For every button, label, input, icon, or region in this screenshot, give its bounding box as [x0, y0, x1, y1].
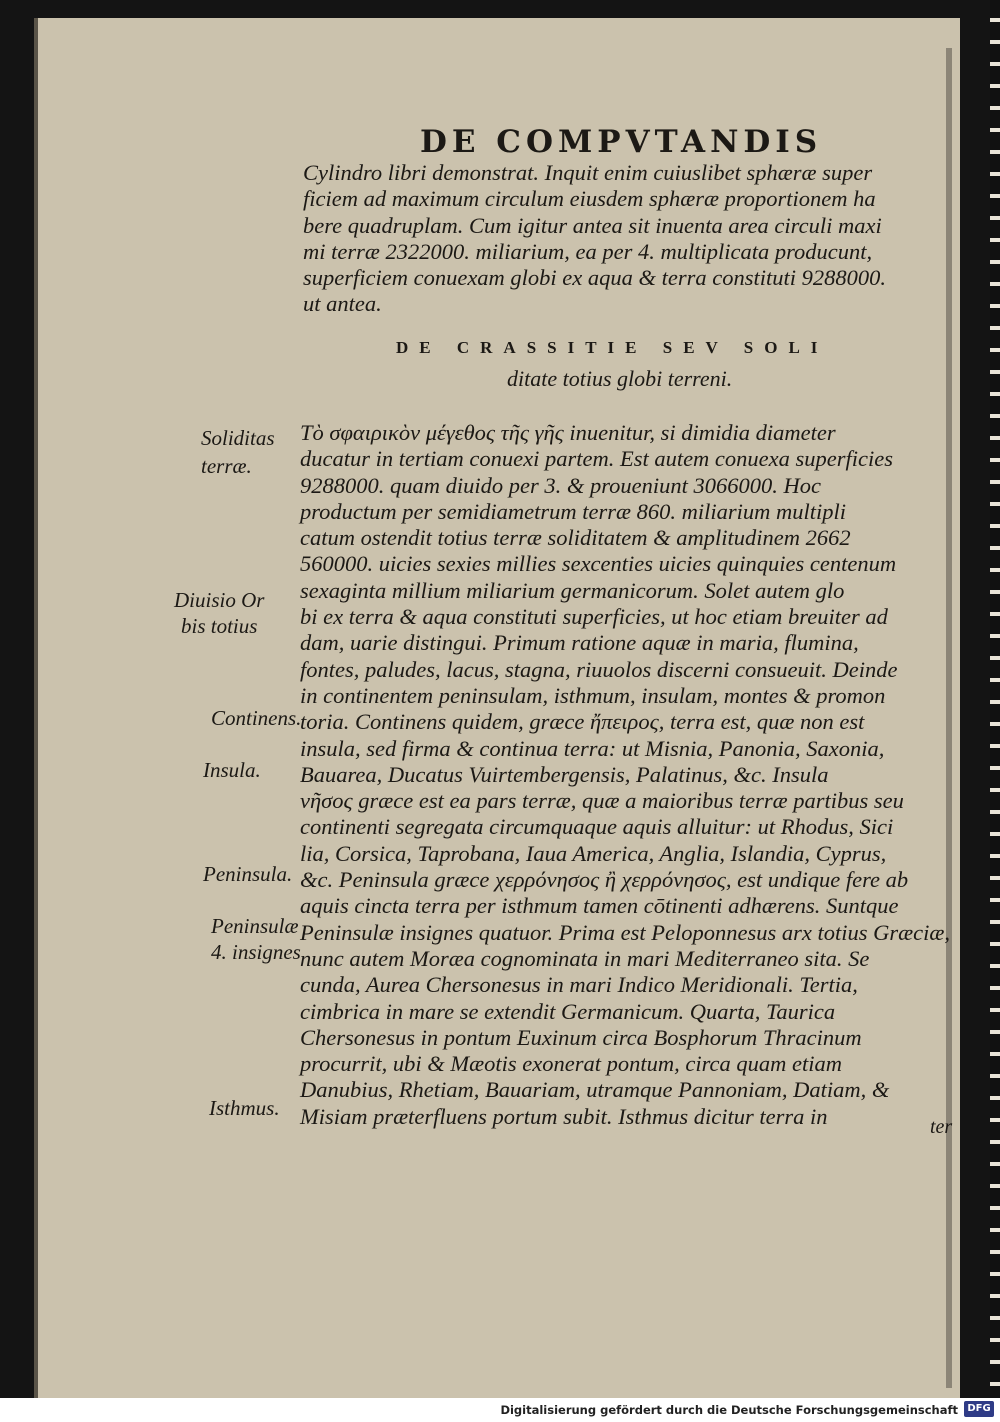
body-line: dam, uarie distingui. Primum ratione aquæ in maria, flumina, — [300, 630, 859, 656]
body-line: toria. Continens quidem, græce ἤπειρος, terra est, quæ non est — [300, 709, 865, 735]
running-head: DE COMPVTANDIS — [420, 124, 823, 160]
body-line: cimbrica in mare se extendit Germanicum. Quarta, Taurica — [300, 998, 836, 1024]
body-line: procurrit, ubi & Mæotis exonerat pontum, circa quam etiam — [300, 1051, 843, 1077]
body-line: 9288000. quam diuido per 3. & proueniunt 3066000. Hoc — [300, 472, 822, 498]
dfg-logo: DFG — [964, 1401, 994, 1417]
body-line: lia, Corsica, Taprobana, Iaua America, Anglia, Islandia, Cyprus, — [300, 840, 887, 866]
body-line: catum ostendit totius terræ soliditatem & amplitudinem 2662 — [300, 525, 851, 551]
margin-note-insula: Insula. — [203, 758, 261, 782]
body-line: fontes, paludes, lacus, stagna, riuuolos discerni consueuit. Deinde — [300, 656, 898, 682]
body-line: cunda, Aurea Chersonesus in mari Indico Meridionali. Tertia, — [300, 972, 858, 998]
intro-line: bere quadruplam. Cum igitur antea sit inuenta area circuli maxi — [303, 212, 882, 238]
intro-line: ut antea. — [303, 291, 382, 317]
body-line: Danubius, Rhetiam, Bauariam, utramque Pannoniam, Datiam, & — [300, 1077, 890, 1103]
body-line: in continentem peninsulam, isthmum, insulam, montes & promon — [300, 682, 886, 708]
body-line: Misiam præterfluens portum subit. Isthmus dicitur terra in — [300, 1103, 828, 1129]
body-line: insula, sed firma & continua terra: ut Misnia, Panonia, Saxonia, — [300, 735, 885, 761]
margin-note-peninsulae: Peninsulæ — [211, 914, 299, 938]
margin-note-continens: Continens. — [211, 706, 302, 730]
margin-note-isthmus: Isthmus. — [209, 1096, 280, 1120]
margin-note-orbis: bis totius — [181, 614, 258, 638]
section-title: DE CRASSITIE SEV SOLI — [396, 338, 829, 357]
body-line: Bauarea, Ducatus Vuirtembergensis, Palatinus, &c. Insula — [300, 761, 829, 787]
body-line: sexaginta millium miliarium germanicorum. Solet autem glo — [300, 577, 845, 603]
catchword: ter — [930, 1116, 953, 1138]
body-line: ducatur in tertiam conuexi partem. Est autem conuexa superficies — [300, 446, 893, 472]
body-line: aquis cincta terra per isthmum tamen cōtinenti adhærens. Suntque — [300, 893, 899, 919]
footer-bar — [0, 1398, 1000, 1422]
margin-note-peninsula: Peninsula. — [203, 862, 293, 886]
margin-note-soliditas: Soliditas — [201, 426, 275, 450]
body-line: continenti segregata circumquaque aquis alluitur: ut Rhodus, Sici — [300, 814, 894, 840]
body-line: νῆσος græce est ea pars terræ, quæ a maioribus terræ partibus seu — [300, 788, 904, 814]
body-line: &c. Peninsula græce χερρόνησος ἢ χερρόνησος, est undique fere ab — [300, 867, 909, 893]
body-line: nunc autem Moræa cognominata in mari Mediterraneo sita. Se — [300, 945, 870, 971]
body-line: bi ex terra & aqua constituti superficies, ut hoc etiam breuiter ad — [300, 604, 888, 630]
margin-note-insignes: 4. insignes — [211, 940, 301, 964]
margin-note-diuisio: Diuisio Or — [174, 588, 265, 612]
intro-paragraph — [303, 160, 963, 318]
body-line: productum per semidiametrum terræ 860. miliarium multipli — [300, 498, 847, 524]
footer-credit: Digitalisierung gefördert durch die Deutsche Forschungsgemeinschaft — [500, 1403, 958, 1417]
body-line: Chersonesus in pontum Euxinum circa Bosphorum Thracinum — [300, 1024, 862, 1050]
intro-line: mi terræ 2322000. miliarium, ea per 4. multiplicata producunt, — [303, 238, 873, 264]
intro-line: superficiem conuexam globi ex aqua & terra constituti 9288000. — [303, 265, 887, 291]
body-line: Τὸ σφαιρικὸν μέγεθος τῆς γῆς inuenitur, si dimidia diameter — [300, 420, 836, 445]
intro-line: ficiem ad maximum circulum eiusdem sphæræ proportionem ha — [303, 186, 876, 212]
margin-note-terrae: terræ. — [201, 454, 252, 478]
section-subtitle: ditate totius globi terreni. — [507, 366, 733, 391]
body-line: Peninsulæ insignes quatuor. Prima est Peloponnesus arx totius Græciæ, — [300, 919, 950, 945]
body-line: 560000. uicies sexies millies sexcenties uicies quinquies centenum — [300, 551, 897, 577]
body-text — [300, 420, 960, 1130]
intro-line: Cylindro libri demonstrat. Inquit enim cuiuslibet sphæræ super — [303, 160, 873, 185]
